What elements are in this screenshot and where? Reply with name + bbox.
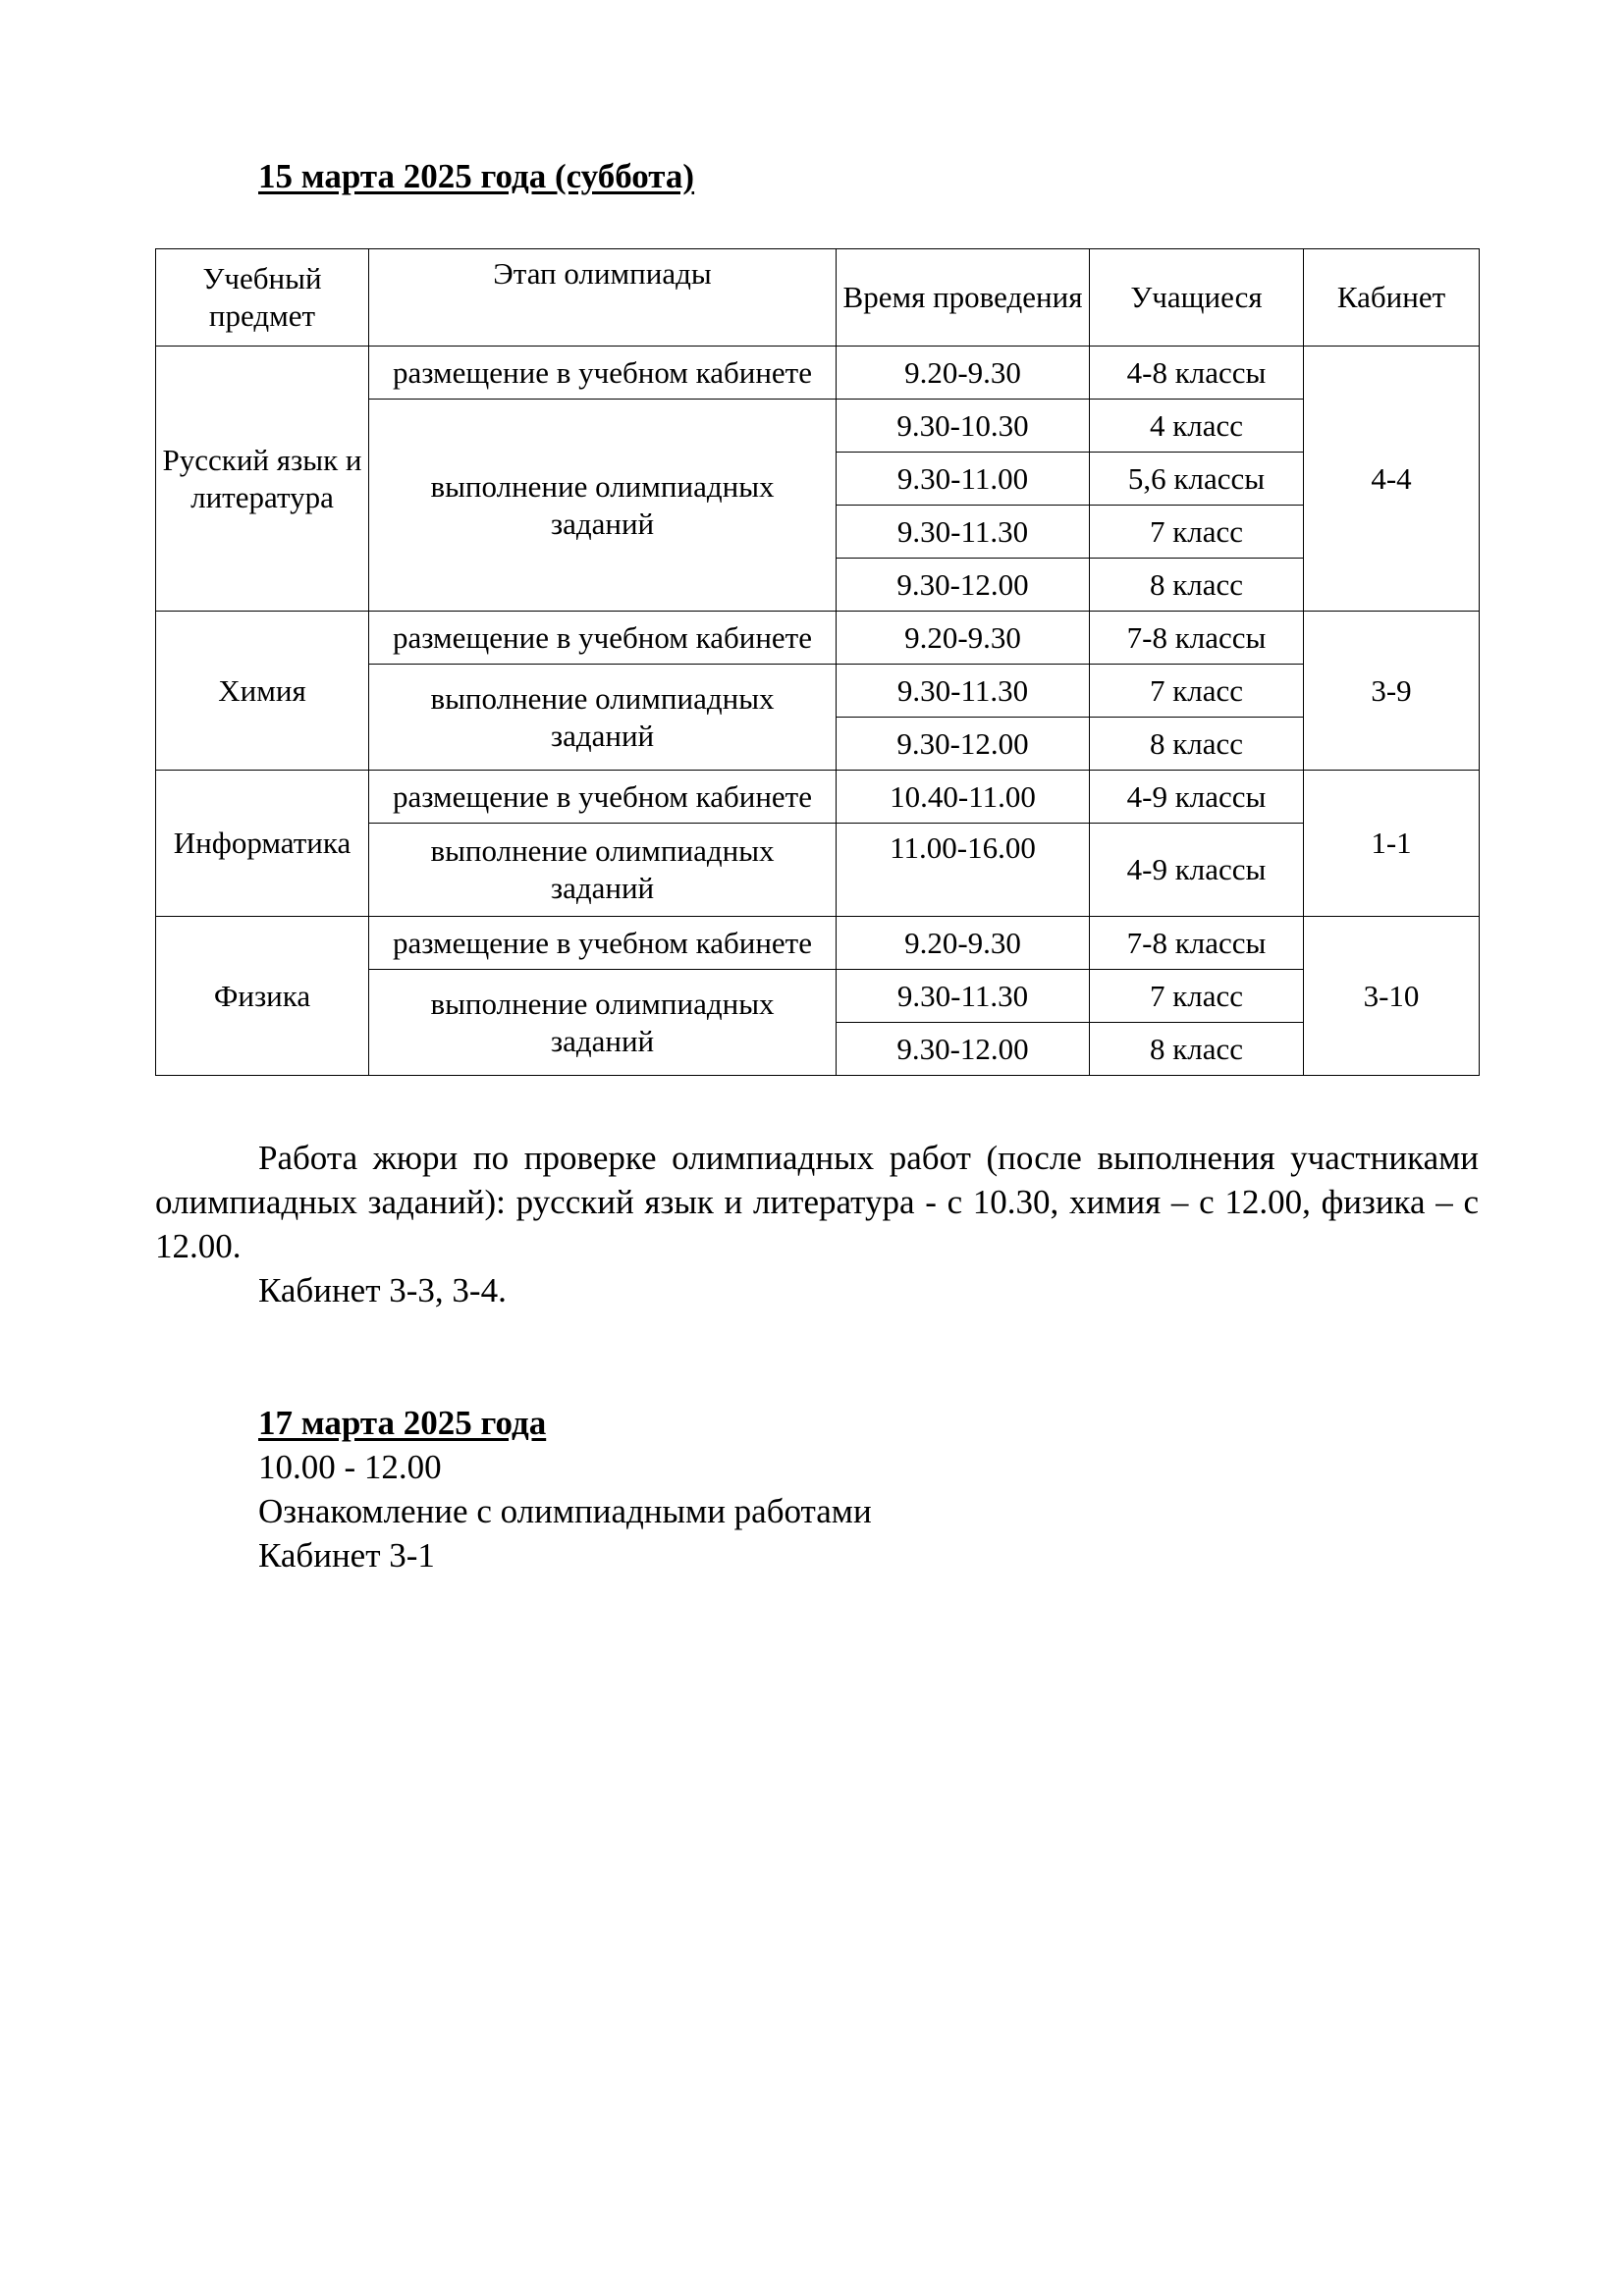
table-header-row xyxy=(156,249,1480,347)
day2-section xyxy=(258,1401,872,1577)
header-stage: Этап олимпиады xyxy=(369,249,837,347)
students-cell: 8 класс xyxy=(1090,559,1304,612)
students-cell: 7 класс xyxy=(1090,506,1304,559)
stage-cell: размещение в учебном кабинете xyxy=(369,917,837,970)
time-cell: 9.30-11.30 xyxy=(837,506,1090,559)
schedule-table xyxy=(155,248,1480,1076)
day2-time: 10.00 - 12.00 xyxy=(258,1448,442,1486)
stage-cell: выполнение олимпиадных заданий xyxy=(369,970,837,1076)
table-row xyxy=(156,347,1480,400)
students-cell: 4-8 классы xyxy=(1090,347,1304,400)
time-cell: 9.30-12.00 xyxy=(837,559,1090,612)
day2-room: Кабинет 3-1 xyxy=(258,1536,435,1575)
room-cell: 3-9 xyxy=(1304,612,1480,771)
table-row xyxy=(156,917,1480,970)
room-cell: 1-1 xyxy=(1304,771,1480,917)
students-cell: 7 класс xyxy=(1090,970,1304,1023)
students-cell: 4-9 классы xyxy=(1090,824,1304,917)
subject-cell: Физика xyxy=(156,917,369,1076)
header-subject: Учебный предмет xyxy=(156,249,369,347)
day1-heading: 15 марта 2025 года (суббота) xyxy=(258,157,695,195)
time-cell: 9.30-11.00 xyxy=(837,453,1090,506)
jury-section xyxy=(155,1136,1479,1312)
stage-cell: выполнение олимпиадных заданий xyxy=(369,665,837,771)
header-students: Учащиеся xyxy=(1090,249,1304,347)
time-cell: 9.30-11.30 xyxy=(837,665,1090,718)
time-cell: 9.20-9.30 xyxy=(837,612,1090,665)
time-cell: 9.20-9.30 xyxy=(837,917,1090,970)
stage-cell: размещение в учебном кабинете xyxy=(369,612,837,665)
time-cell: 9.30-11.30 xyxy=(837,970,1090,1023)
day2-heading: 17 марта 2025 года xyxy=(258,1404,547,1442)
subject-cell: Химия xyxy=(156,612,369,771)
students-cell: 4-9 классы xyxy=(1090,771,1304,824)
time-cell: 10.40-11.00 xyxy=(837,771,1090,824)
stage-cell: выполнение олимпиадных заданий xyxy=(369,824,837,917)
stage-cell: размещение в учебном кабинете xyxy=(369,771,837,824)
table-row xyxy=(156,612,1480,665)
students-cell: 4 класс xyxy=(1090,400,1304,453)
jury-text: Работа жюри по проверке олимпиадных работ (после выполнения участниками олимпиадных заданий): русский язык и литература - с 10.30, химия – с 12.00, физика – с 12.00. xyxy=(155,1139,1479,1265)
day2-activity: Ознакомление с олимпиадными работами xyxy=(258,1492,872,1530)
stage-cell: размещение в учебном кабинете xyxy=(369,347,837,400)
subject-cell: Информатика xyxy=(156,771,369,917)
time-cell: 9.30-10.30 xyxy=(837,400,1090,453)
room-cell: 4-4 xyxy=(1304,347,1480,612)
room-cell: 3-10 xyxy=(1304,917,1480,1076)
time-cell: 9.30-12.00 xyxy=(837,1023,1090,1076)
jury-room: Кабинет 3-3, 3-4. xyxy=(258,1271,507,1309)
time-cell: 9.30-12.00 xyxy=(837,718,1090,771)
students-cell: 8 класс xyxy=(1090,718,1304,771)
time-cell: 11.00-16.00 xyxy=(837,824,1090,917)
table-row xyxy=(156,771,1480,824)
stage-cell: выполнение олимпиадных заданий xyxy=(369,400,837,612)
students-cell: 7-8 классы xyxy=(1090,917,1304,970)
students-cell: 5,6 классы xyxy=(1090,453,1304,506)
subject-cell: Русский язык и литература xyxy=(156,347,369,612)
header-room: Кабинет xyxy=(1304,249,1480,347)
students-cell: 7-8 классы xyxy=(1090,612,1304,665)
students-cell: 7 класс xyxy=(1090,665,1304,718)
students-cell: 8 класс xyxy=(1090,1023,1304,1076)
header-time: Время проведения xyxy=(837,249,1090,347)
time-cell: 9.20-9.30 xyxy=(837,347,1090,400)
